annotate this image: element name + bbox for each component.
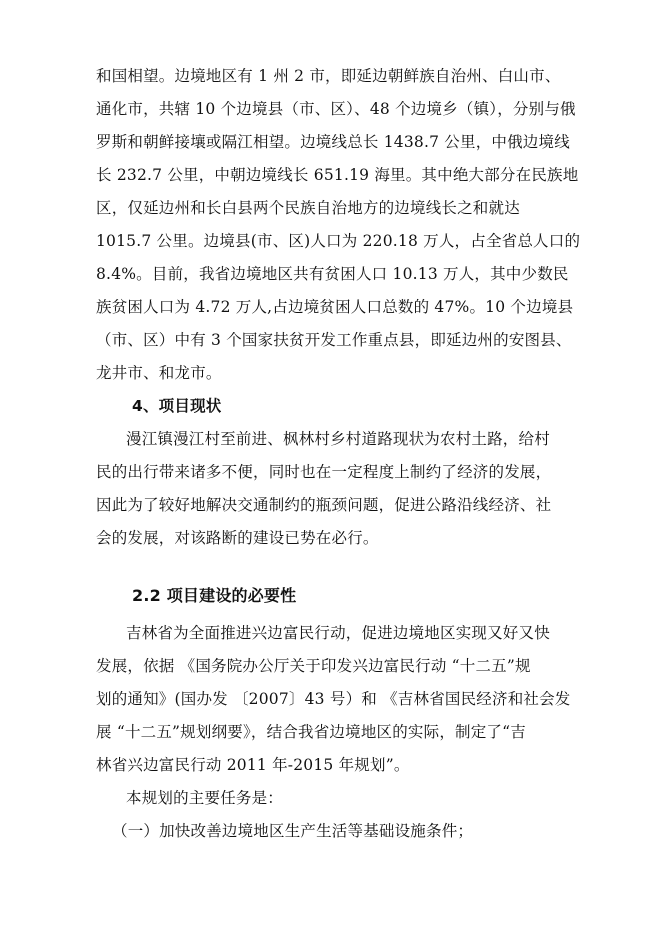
paragraph-line: 林省兴边富民行动 2011 年-2015 年规划”。 [96, 756, 410, 774]
paragraph-line: 划的通知》(国办发 〔2007〕43 号）和 《吉林省国民经济和社会发 [96, 690, 571, 708]
paragraph-line: 漫江镇漫江村至前进、枫林村乡村道路现状为农村土路，给村 [126, 430, 550, 448]
paragraph-line: 族贫困人口为 4.72 万人,占边境贫困人口总数的 47%。10 个边境县 [96, 298, 574, 316]
paragraph-line: 因此为了较好地解决交通制约的瓶颈问题，促进公路沿线经济、社 [96, 496, 552, 514]
paragraph-line: 发展，依据 《国务院办公厅关于印发兴边富民行动 “十二五”规 [96, 657, 531, 675]
paragraph-line: 会的发展，对该路断的建设已势在必行。 [96, 529, 379, 547]
paragraph-line: 和国相望。边境地区有 1 州 2 市，即延边朝鲜族自治州、白山市、 [96, 67, 561, 85]
paragraph-line: 龙井市、和龙市。 [96, 364, 222, 382]
paragraph-line: 吉林省为全面推进兴边富民行动，促进边境地区实现又好又快 [126, 624, 550, 642]
paragraph-line: 通化市，共辖 10 个边境县（市、区）、48 个边境乡（镇），分别与俄 [96, 100, 576, 118]
paragraph-line: 本规划的主要任务是： [126, 789, 284, 807]
paragraph-line: 展 “十二五”规划纲要》，结合我省边境地区的实际，制定了“吉 [96, 723, 526, 741]
paragraph-line: 罗斯和朝鲜接壤或隔江相望。边境线总长 1438.7 公里，中俄边境线 [96, 133, 570, 151]
paragraph-line: 民的出行带来诸多不便，同时也在一定程度上制约了经济的发展， [96, 463, 552, 481]
paragraph-line: 区，仅延边州和长白县两个民族自治地方的边境线长之和就达 [96, 199, 520, 217]
paragraph-line: （市、区）中有 3 个国家扶贫开发工作重点县，即延边州的安图县、 [96, 331, 572, 349]
paragraph-line: 8.4%。目前，我省边境地区共有贫困人口 10.13 万人，其中少数民 [96, 265, 569, 283]
paragraph-line: 1015.7 公里。边境县(市、区)人口为 220.18 万人，占全省总人口的 [96, 232, 581, 250]
subheading-project-status: 4、项目现状 [132, 397, 222, 415]
section-heading-necessity: 2.2 项目建设的必要性 [132, 586, 297, 605]
list-item: （一）加快改善边境地区生产生活等基础设施条件； [112, 822, 474, 840]
paragraph-line: 长 232.7 公里，中朝边境线长 651.19 海里。其中绝大部分在民族地 [96, 166, 579, 184]
